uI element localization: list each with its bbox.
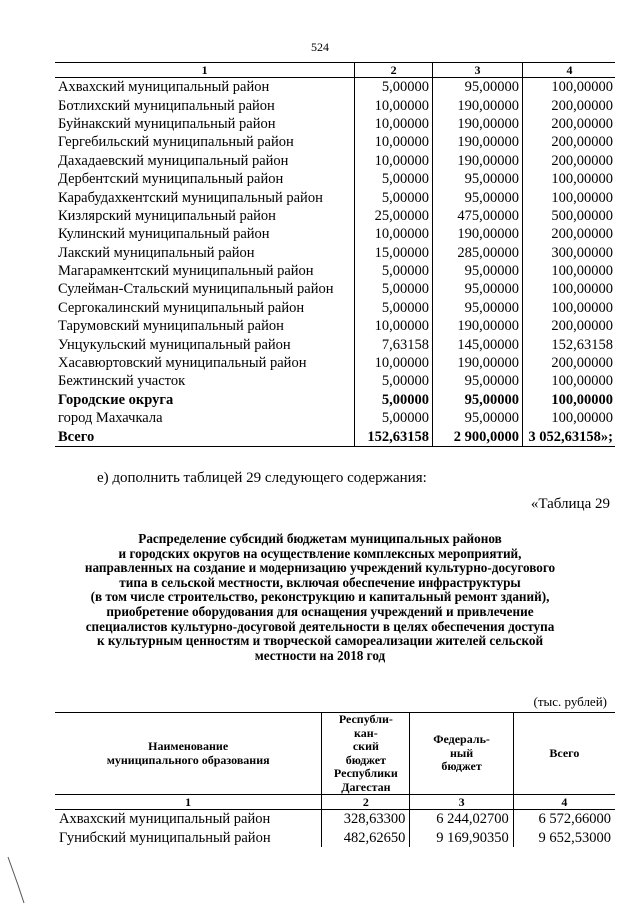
total-value: 100,00000 bbox=[551, 299, 613, 316]
federal-budget-value: 95,00000 bbox=[433, 262, 523, 280]
page-number: 524 bbox=[311, 40, 329, 54]
republic-budget-value: 15,00000 bbox=[355, 244, 433, 262]
republic-budget-value: 7,63158 bbox=[355, 335, 433, 353]
column-header: Наименование муниципального образования bbox=[55, 713, 322, 795]
district-name: Магарамкентский муниципальный район bbox=[55, 262, 355, 280]
table-row bbox=[55, 427, 615, 446]
republic-budget-value: 5,00000 bbox=[355, 78, 433, 97]
table-row bbox=[55, 78, 615, 97]
table-row bbox=[55, 225, 615, 243]
district-name: Бежтинский участок bbox=[55, 372, 355, 390]
total-value: 200,00000 bbox=[551, 318, 613, 335]
column-number-row bbox=[55, 795, 615, 810]
table-row bbox=[55, 280, 615, 298]
federal-budget-value: 9 169,90350 bbox=[410, 829, 513, 848]
table-row bbox=[55, 810, 615, 829]
federal-budget-value: 190,00000 bbox=[433, 115, 523, 133]
column-number: 2 bbox=[355, 63, 433, 78]
republic-budget-value: 5,00000 bbox=[355, 409, 433, 427]
district-name: Тарумовский муниципальный район bbox=[55, 317, 355, 335]
table-header-row bbox=[55, 63, 615, 78]
republic-budget-value: 482,62650 bbox=[322, 829, 410, 848]
republic-budget-value: 10,00000 bbox=[355, 152, 433, 170]
column-number: 4 bbox=[513, 795, 615, 810]
table-29-title bbox=[40, 532, 600, 663]
total-value: 200,00000 bbox=[551, 97, 613, 114]
federal-budget-value: 95,00000 bbox=[433, 391, 523, 409]
table-row bbox=[55, 335, 615, 353]
district-name: Сергокалинский муниципальный район bbox=[55, 299, 355, 317]
federal-budget-value: 95,00000 bbox=[433, 280, 523, 298]
district-name: Буйнакский муниципальный район bbox=[55, 115, 355, 133]
republic-budget-value: 5,00000 bbox=[355, 372, 433, 390]
district-name: Городские округа bbox=[55, 391, 355, 409]
table-row bbox=[55, 409, 615, 427]
column-number: 4 bbox=[522, 63, 615, 78]
district-name: город Махачкала bbox=[55, 409, 355, 427]
federal-budget-value: 95,00000 bbox=[433, 372, 523, 390]
table-row bbox=[55, 244, 615, 262]
republic-budget-value: 10,00000 bbox=[355, 133, 433, 151]
total-value: 6 572,66000 bbox=[538, 811, 611, 828]
total-value: 152,63158 bbox=[551, 336, 613, 353]
title-line: направленных на создание и модернизацию учреждений культурно-досугового bbox=[84, 560, 556, 576]
district-name: Ахвахский муниципальный район bbox=[55, 810, 322, 829]
total-value: 3 052,63158»; bbox=[522, 427, 615, 446]
republic-budget-value: 328,63300 bbox=[322, 810, 410, 829]
district-name: Хасавюртовский муниципальный район bbox=[55, 354, 355, 372]
total-value: 100,00000 bbox=[551, 373, 613, 390]
title-line: к культурным ценностям и творческой самореализации жителей сельской bbox=[96, 633, 544, 649]
republic-budget-value: 152,63158 bbox=[355, 427, 433, 446]
total-value: 100,00000 bbox=[551, 263, 613, 280]
republic-budget-value: 10,00000 bbox=[355, 225, 433, 243]
federal-budget-value: 145,00000 bbox=[433, 335, 523, 353]
district-name: Карабудахкентский муниципальный район bbox=[55, 188, 355, 206]
title-line: приобретение оборудования для оснащения учреждений и привлечение bbox=[106, 603, 534, 619]
federal-budget-value: 190,00000 bbox=[433, 317, 523, 335]
total-value: 200,00000 bbox=[551, 115, 613, 132]
republic-budget-value: 10,00000 bbox=[355, 115, 433, 133]
republic-budget-value: 10,00000 bbox=[355, 354, 433, 372]
column-number: 1 bbox=[55, 795, 322, 810]
column-header: Республи- кан- ский бюджет Республики Дагестан bbox=[322, 713, 410, 795]
republic-budget-value: 25,00000 bbox=[355, 207, 433, 225]
federal-budget-value: 190,00000 bbox=[433, 225, 523, 243]
federal-budget-value: 95,00000 bbox=[433, 299, 523, 317]
table-row bbox=[55, 372, 615, 390]
total-value: 100,00000 bbox=[551, 171, 613, 188]
title-line: Распределение субсидий бюджетам муниципальных районов bbox=[138, 531, 502, 546]
republic-budget-value: 5,00000 bbox=[355, 391, 433, 409]
federal-budget-value: 190,00000 bbox=[433, 354, 523, 372]
federal-budget-value: 95,00000 bbox=[433, 78, 523, 97]
republic-budget-value: 5,00000 bbox=[355, 170, 433, 188]
federal-budget-value: 95,00000 bbox=[433, 188, 523, 206]
republic-budget-value: 5,00000 bbox=[355, 262, 433, 280]
table-row bbox=[55, 115, 615, 133]
table-row bbox=[55, 133, 615, 151]
margin-mark bbox=[6, 855, 26, 905]
table-row bbox=[55, 152, 615, 170]
federal-budget-value: 190,00000 bbox=[433, 133, 523, 151]
title-line: специалистов культурно-досуговой деятельности в целях обеспечения доступа bbox=[85, 618, 555, 634]
table-row bbox=[55, 299, 615, 317]
district-name: Гергебильский муниципальный район bbox=[55, 133, 355, 151]
total-value: 100,00000 bbox=[551, 79, 613, 96]
district-name: Лакский муниципальный район bbox=[55, 244, 355, 262]
district-name: Унцукульский муниципальный район bbox=[55, 335, 355, 353]
republic-budget-value: 10,00000 bbox=[355, 96, 433, 114]
table-row bbox=[55, 188, 615, 206]
district-name: Гунибский муниципальный район bbox=[55, 829, 322, 848]
total-value: 300,00000 bbox=[551, 244, 613, 261]
district-name: Кизлярский муниципальный район bbox=[55, 207, 355, 225]
subsidy-table-continued bbox=[55, 62, 615, 447]
title-line: и городских округов на осуществление комплексных мероприятий, bbox=[118, 545, 522, 561]
title-line: (в том числе строительство, реконструкцию и капитальный ремонт зданий), bbox=[90, 589, 550, 605]
table-row bbox=[55, 391, 615, 409]
total-value: 200,00000 bbox=[551, 152, 613, 169]
district-name: Ахвахский муниципальный район bbox=[55, 78, 355, 97]
total-value: 200,00000 bbox=[551, 134, 613, 151]
column-number: 1 bbox=[55, 63, 355, 78]
district-name: Всего bbox=[55, 427, 355, 446]
total-value: 9 652,53000 bbox=[538, 829, 611, 846]
table-row bbox=[55, 96, 615, 114]
republic-budget-value: 10,00000 bbox=[355, 317, 433, 335]
title-line: типа в сельской местности, включая обеспечение инфраструктуры bbox=[119, 574, 521, 590]
republic-budget-value: 5,00000 bbox=[355, 280, 433, 298]
republic-budget-value: 5,00000 bbox=[355, 299, 433, 317]
table-header-row bbox=[55, 713, 615, 795]
district-name: Сулейман-Стальский муниципальный район bbox=[55, 280, 355, 298]
table-row bbox=[55, 829, 615, 848]
federal-budget-value: 6 244,02700 bbox=[410, 810, 513, 829]
total-value: 500,00000 bbox=[551, 207, 613, 224]
total-value: 200,00000 bbox=[551, 226, 613, 243]
table-row bbox=[55, 354, 615, 372]
column-header: Федераль- ный бюджет bbox=[410, 713, 513, 795]
federal-budget-value: 285,00000 bbox=[433, 244, 523, 262]
column-number: 3 bbox=[410, 795, 513, 810]
federal-budget-value: 190,00000 bbox=[433, 152, 523, 170]
table-row bbox=[55, 207, 615, 225]
total-value: 100,00000 bbox=[551, 391, 613, 408]
table-row bbox=[55, 262, 615, 280]
total-value: 100,00000 bbox=[551, 410, 613, 427]
table-row bbox=[55, 170, 615, 188]
republic-budget-value: 5,00000 bbox=[355, 188, 433, 206]
total-value: 100,00000 bbox=[551, 281, 613, 298]
title-line: местности на 2018 год bbox=[254, 647, 386, 663]
table-row bbox=[55, 317, 615, 335]
district-name: Кулинский муниципальный район bbox=[55, 225, 355, 243]
federal-budget-value: 475,00000 bbox=[433, 207, 523, 225]
units-label: (тыс. рублей) bbox=[533, 694, 607, 709]
district-name: Ботлихский муниципальный район bbox=[55, 96, 355, 114]
column-header: Всего bbox=[513, 713, 615, 795]
district-name: Дахадаевский муниципальный район bbox=[55, 152, 355, 170]
federal-budget-value: 2 900,0000 bbox=[433, 427, 523, 446]
federal-budget-value: 95,00000 bbox=[433, 409, 523, 427]
table-label: «Таблица 29 bbox=[530, 496, 610, 512]
federal-budget-value: 190,00000 bbox=[433, 96, 523, 114]
table-29 bbox=[55, 712, 615, 847]
intro-text: е) дополнить таблицей 29 следующего содержания: bbox=[97, 470, 427, 486]
total-value: 100,00000 bbox=[551, 189, 613, 206]
column-number: 2 bbox=[322, 795, 410, 810]
column-number: 3 bbox=[433, 63, 523, 78]
federal-budget-value: 95,00000 bbox=[433, 170, 523, 188]
district-name: Дербентский муниципальный район bbox=[55, 170, 355, 188]
total-value: 200,00000 bbox=[551, 355, 613, 372]
